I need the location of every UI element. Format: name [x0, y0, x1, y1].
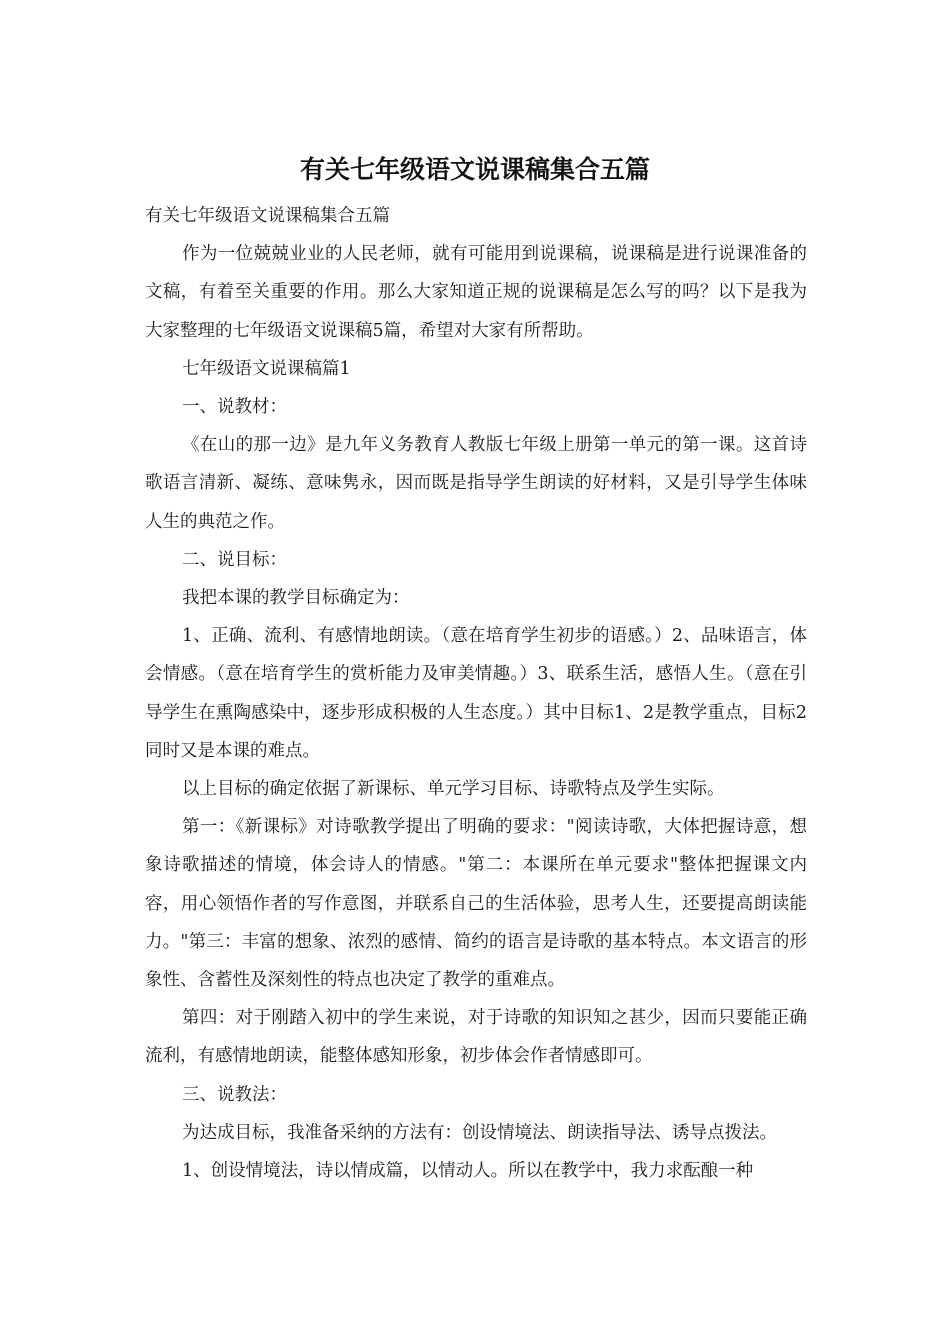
paragraph: 为达成目标，我准备采纳的方法有：创设情境法、朗读指导法、诱导点拨法。 [182, 1122, 777, 1143]
document-body [145, 197, 807, 1190]
paragraph: 第四：对于刚踏入初中的学生来说，对于诗歌的知识知之甚少，因而只要能正确流利，有感情地朗读，能整体感知形象，初步体会作者情感即可。 [145, 1008, 807, 1067]
paragraph: 有关七年级语文说课稿集合五篇 [145, 206, 390, 226]
section-heading: 二、说目标： [182, 549, 287, 570]
document-title: 有关七年级语文说课稿集合五篇 [299, 155, 650, 184]
paragraph: 《在山的那一边》是九年义务教育人教版七年级上册第一单元的第一课。这首诗歌语言清新、凝练、意味隽永，因而既是指导学生朗读的好材料，又是引导学生体味人生的典范之作。 [145, 435, 807, 532]
paragraph: 我把本课的教学目标确定为： [182, 588, 410, 609]
paragraph: 作为一位兢兢业业的人民老师，就有可能用到说课稿，说课稿是进行说课准备的文稿，有着至关重要的作用。那么大家知道正规的说课稿是怎么写的吗？以下是我为大家整理的七年级语文说课稿5篇，希望对大家有所帮助。 [145, 244, 807, 341]
section-heading: 三、说教法： [182, 1084, 287, 1105]
paragraph: 1、正确、流利、有感情地朗读。（意在培育学生初步的语感。）2、品味语言，体会情感。（意在培育学生的赏析能力及审美情趣。）3、联系生活，感悟人生。（意在引导学生在熏陶感染中，逐步形成积极的人生态度。）其中目标1、2是教学重点，目标2同时又是本课的难点。 [145, 626, 807, 761]
paragraph: 以上目标的确定依据了新课标、单元学习目标、诗歌特点及学生实际。 [182, 779, 725, 800]
section-heading: 一、说教材： [182, 397, 287, 418]
section-heading: 七年级语文说课稿篇1 [182, 358, 351, 379]
paragraph: 1、创设情境法，诗以情成篇，以情动人。所以在教学中，我力求酝酿一种 [182, 1161, 754, 1182]
paragraph: 第一：《新课标》对诗歌教学提出了明确的要求："阅读诗歌，大体把握诗意，想象诗歌描述的情境，体会诗人的情感。"第二：本课所在单元要求"整体把握课文内容，用心领悟作者的写作意图，并联系自己的生活体验，思考人生，还要提高朗读能力。"第三：丰富的想象、浓烈的感情、简约的语言是诗歌的基本特点。本文语言的形象性、含蓄性及深刻性的特点也决定了教学的重难点。 [145, 817, 807, 991]
